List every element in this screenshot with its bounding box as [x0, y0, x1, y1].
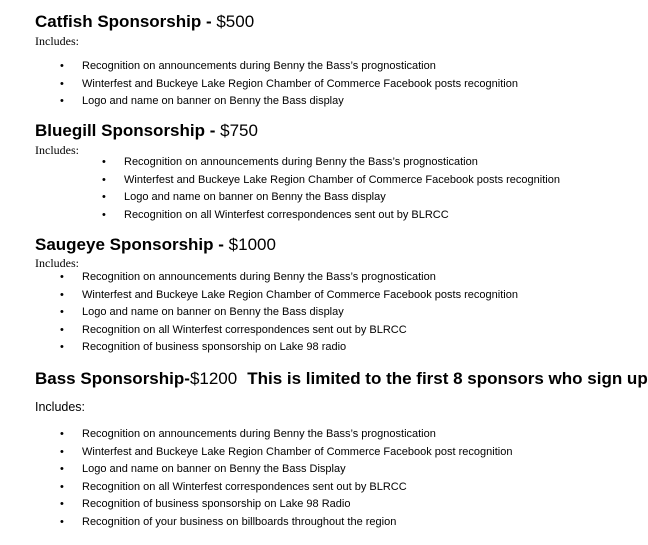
- bluegill-benefits-list: [102, 154, 560, 224]
- list-item: [60, 426, 512, 444]
- bullet-icon: •: [60, 445, 64, 458]
- list-item-text: Recognition on all Winterfest correspondences sent out by BLRCC: [82, 480, 407, 493]
- bullet-icon: •: [60, 95, 64, 107]
- list-item: [102, 172, 560, 190]
- list-item: [60, 496, 512, 514]
- heading-dash: -: [205, 121, 221, 140]
- heading-dash: -: [184, 369, 190, 388]
- includes-label: Includes:: [35, 256, 79, 270]
- list-item: [60, 479, 512, 497]
- bullet-icon: •: [60, 271, 64, 283]
- bass-sponsorship-heading: [35, 369, 648, 389]
- bullet-icon: •: [60, 498, 64, 510]
- list-item: [60, 76, 518, 94]
- sponsorship-name: Catfish Sponsorship: [35, 12, 202, 31]
- list-item: [60, 269, 518, 287]
- heading-dash: -: [201, 12, 217, 31]
- list-item: [60, 304, 518, 322]
- bullet-icon: •: [102, 191, 106, 203]
- list-item-text: Recognition on all Winterfest correspondences sent out by BLRCC: [82, 323, 407, 336]
- saugeye-sponsorship-heading: [35, 235, 276, 255]
- list-item: [60, 322, 518, 340]
- catfish-benefits-list: [60, 58, 518, 111]
- list-item-text: Recognition of your business on billboards throughout the region: [82, 515, 397, 528]
- heading-dash: -: [213, 235, 229, 254]
- bullet-icon: •: [102, 173, 106, 186]
- sponsorship-name: Bluegill Sponsorship: [35, 121, 206, 140]
- sponsorship-price: $750: [220, 121, 258, 140]
- list-item: [102, 207, 560, 225]
- saugeye-benefits-list: [60, 269, 518, 357]
- bass-benefits-list: [60, 426, 512, 531]
- list-item-text: Logo and name on banner on Benny the Bass Display: [82, 463, 346, 475]
- bullet-icon: •: [60, 515, 64, 528]
- sponsorship-name: Bass Sponsorship: [35, 369, 185, 388]
- includes-label: Includes:: [35, 400, 86, 414]
- list-item: [102, 189, 560, 207]
- bullet-icon: •: [102, 208, 106, 221]
- list-item-text: Logo and name on banner on Benny the Bass display: [82, 95, 344, 107]
- bullet-icon: •: [102, 156, 106, 168]
- includes-label: Includes:: [35, 143, 79, 157]
- list-item: [60, 58, 518, 76]
- sponsorship-price: $1000: [228, 235, 276, 254]
- sponsorship-price: $1200: [189, 369, 238, 388]
- sponsorship-limit-note: This is limited to the first 8 sponsors who sign up: [247, 369, 648, 388]
- list-item: [60, 461, 512, 479]
- list-item-text: Logo and name on banner on Benny the Bass display: [82, 306, 344, 318]
- bullet-icon: •: [60, 463, 64, 475]
- list-item-text: Recognition on announcements during Benny the Bass’s prognostication: [82, 60, 436, 72]
- list-item-text: Winterfest and Buckeye Lake Region Chamber of Commerce Facebook post recognition: [82, 445, 513, 458]
- list-item-text: Winterfest and Buckeye Lake Region Chamber of Commerce Facebook posts recognition: [82, 288, 518, 301]
- list-item: [60, 339, 518, 357]
- bullet-icon: •: [60, 306, 64, 318]
- includes-label: Includes:: [35, 34, 79, 48]
- bullet-icon: •: [60, 77, 64, 90]
- list-item-text: Recognition on announcements during Benny the Bass’s prognostication: [124, 156, 478, 168]
- list-item-text: Logo and name on banner on Benny the Bass display: [124, 191, 386, 203]
- catfish-sponsorship-heading: [35, 12, 254, 32]
- list-item-text: Recognition on all Winterfest correspondences sent out by BLRCC: [124, 208, 449, 221]
- list-item-text: Recognition of business sponsorship on Lake 98 radio: [82, 341, 347, 353]
- list-item: [60, 287, 518, 305]
- list-item-text: Winterfest and Buckeye Lake Region Chamber of Commerce Facebook posts recognition: [82, 77, 518, 90]
- bullet-icon: •: [60, 428, 64, 440]
- list-item: [60, 514, 512, 532]
- list-item-text: Winterfest and Buckeye Lake Region Chamber of Commerce Facebook posts recognition: [124, 173, 560, 186]
- sponsorship-price: $500: [216, 12, 255, 31]
- sponsorship-name: Saugeye Sponsorship: [35, 235, 214, 254]
- list-item-text: Recognition on announcements during Benny the Bass’s prognostication: [82, 428, 436, 440]
- bullet-icon: •: [60, 60, 64, 72]
- list-item: [102, 154, 560, 172]
- bullet-icon: •: [60, 288, 64, 301]
- bluegill-sponsorship-heading: [35, 121, 258, 141]
- bullet-icon: •: [60, 480, 64, 493]
- bullet-icon: •: [60, 341, 64, 353]
- list-item-text: Recognition of business sponsorship on Lake 98 Radio: [82, 498, 351, 510]
- list-item-text: Recognition on announcements during Benny the Bass’s prognostication: [82, 271, 436, 283]
- bullet-icon: •: [60, 323, 64, 336]
- list-item: [60, 93, 518, 111]
- list-item: [60, 444, 512, 462]
